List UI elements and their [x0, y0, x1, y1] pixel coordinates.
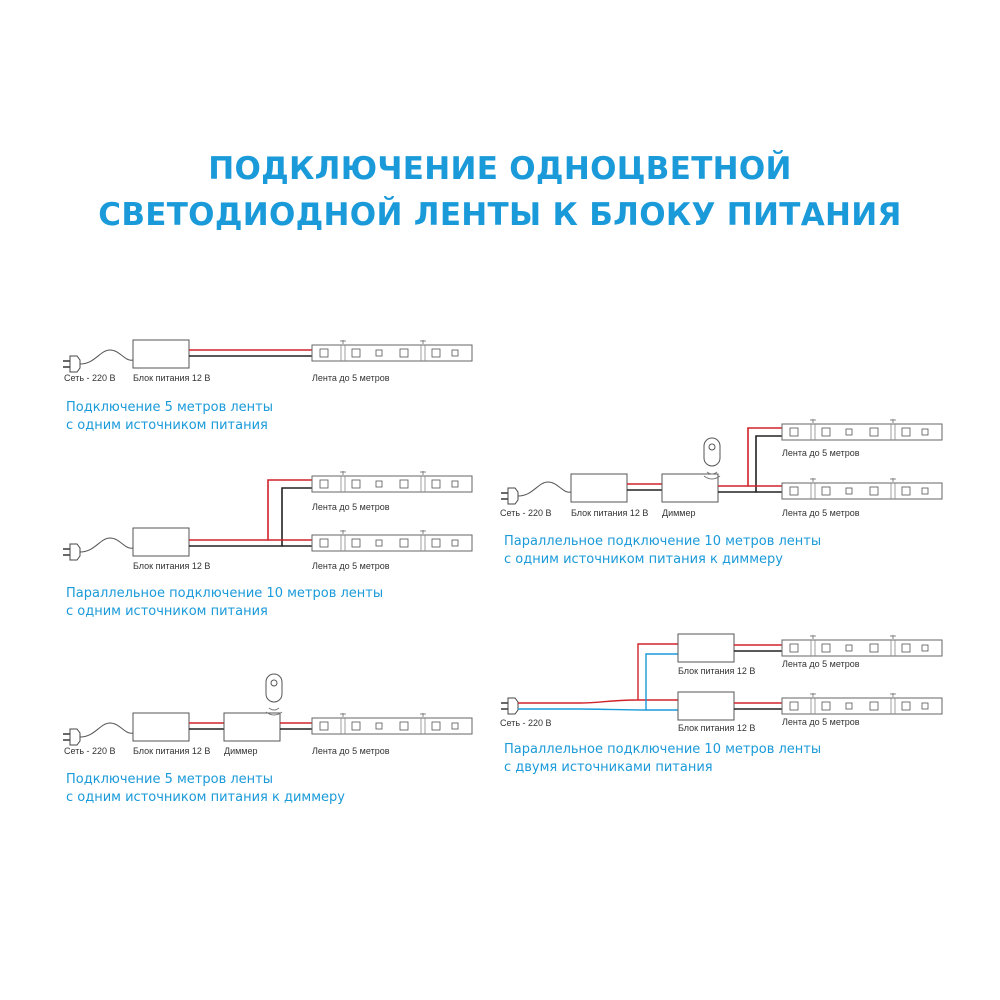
wire-negative-strip-1 [718, 436, 782, 492]
label-strip-2: Лента до 5 метров [782, 717, 860, 727]
caption-line-1: Параллельное подключение 10 метров ленты [504, 534, 822, 549]
mains-cable [80, 538, 133, 552]
label-psu: Блок питания 12 В [133, 561, 211, 571]
label-mains: Сеть - 220 В [64, 746, 116, 756]
ac-wire-live [518, 700, 678, 703]
caption-line-2: с одним источником питания к диммеру [66, 790, 345, 805]
led-strip-1 [782, 635, 942, 656]
mains-cable [80, 350, 133, 364]
ac-wire-neutral-psu-1 [646, 654, 678, 710]
diagram-parallel-dimmer [500, 419, 942, 518]
caption-line-1: Подключение 5 метров ленты [66, 772, 274, 787]
power-supply-box-2 [678, 692, 734, 720]
plug-icon [501, 488, 518, 504]
caption-line-1: Подключение 5 метров ленты [66, 400, 274, 415]
label-mains: Сеть - 220 В [500, 508, 552, 518]
label-psu-1: Блок питания 12 В [678, 666, 756, 676]
label-strip: Лента до 5 метров [312, 373, 390, 383]
label-strip-1: Лента до 5 метров [782, 659, 860, 669]
label-strip-2: Лента до 5 метров [782, 508, 860, 518]
power-supply-box-1 [678, 634, 734, 662]
label-strip-1: Лента до 5 метров [782, 448, 860, 458]
remote-control-icon [266, 674, 282, 715]
power-supply-box [133, 713, 189, 741]
label-mains: Сеть - 220 В [64, 373, 116, 383]
label-strip-2: Лента до 5 метров [312, 561, 390, 571]
caption-line-1: Параллельное подключение 10 метров ленты [504, 742, 822, 757]
caption-line-2: с одним источником питания [66, 604, 268, 619]
caption-parallel-dimmer [504, 533, 821, 569]
power-supply-box [133, 340, 189, 368]
power-supply-box [133, 528, 189, 556]
label-strip: Лента до 5 метров [312, 746, 390, 756]
diagram-single-strip-dimmer [63, 674, 472, 756]
power-supply-box [571, 474, 627, 502]
plug-icon [63, 729, 80, 745]
mains-cable [80, 723, 133, 737]
caption-line-1: Параллельное подключение 10 метров ленты [66, 586, 384, 601]
caption-single-strip [66, 399, 273, 435]
caption-parallel-two-psu [504, 741, 821, 777]
remote-control-icon [704, 438, 720, 479]
plug-icon [63, 356, 80, 372]
label-psu: Блок питания 12 В [133, 373, 211, 383]
wire-positive-strip-1 [189, 480, 312, 540]
diagram-parallel-two-psu [500, 634, 942, 733]
dimmer-box [224, 713, 280, 741]
plug-icon [501, 698, 518, 714]
dimmer-box [662, 474, 718, 502]
diagram-parallel-one-psu [63, 471, 472, 571]
ac-wire-live-psu-1 [638, 644, 678, 700]
led-strip [312, 713, 472, 734]
led-strip [312, 340, 472, 361]
diagram-single-strip [63, 340, 472, 383]
led-strip-2 [782, 478, 942, 499]
mains-cable [518, 482, 571, 496]
caption-single-strip-dimmer [66, 771, 345, 807]
plug-icon [63, 544, 80, 560]
led-strip-1 [782, 419, 942, 440]
label-psu: Блок питания 12 В [133, 746, 211, 756]
title-line-1: ПОДКЛЮЧЕНИЕ ОДНОЦВЕТНОЙ [208, 151, 792, 187]
ac-wire-neutral [518, 709, 678, 710]
label-strip-1: Лента до 5 метров [312, 502, 390, 512]
led-strip-2 [312, 530, 472, 551]
caption-line-2: с одним источником питания к диммеру [504, 552, 783, 567]
led-strip-2 [782, 693, 942, 714]
label-psu-2: Блок питания 12 В [678, 723, 756, 733]
led-strip-1 [312, 471, 472, 492]
label-dimmer: Диммер [224, 746, 258, 756]
wire-negative-strip-1 [189, 488, 312, 546]
caption-line-2: с двумя источниками питания [504, 760, 713, 775]
caption-parallel-one-psu [66, 585, 383, 621]
label-psu: Блок питания 12 В [571, 508, 649, 518]
caption-line-2: с одним источником питания [66, 418, 268, 433]
label-dimmer: Диммер [662, 508, 696, 518]
title-line-2: СВЕТОДИОДНОЙ ЛЕНТЫ К БЛОКУ ПИТАНИЯ [98, 197, 902, 233]
label-mains: Сеть - 220 В [500, 718, 552, 728]
